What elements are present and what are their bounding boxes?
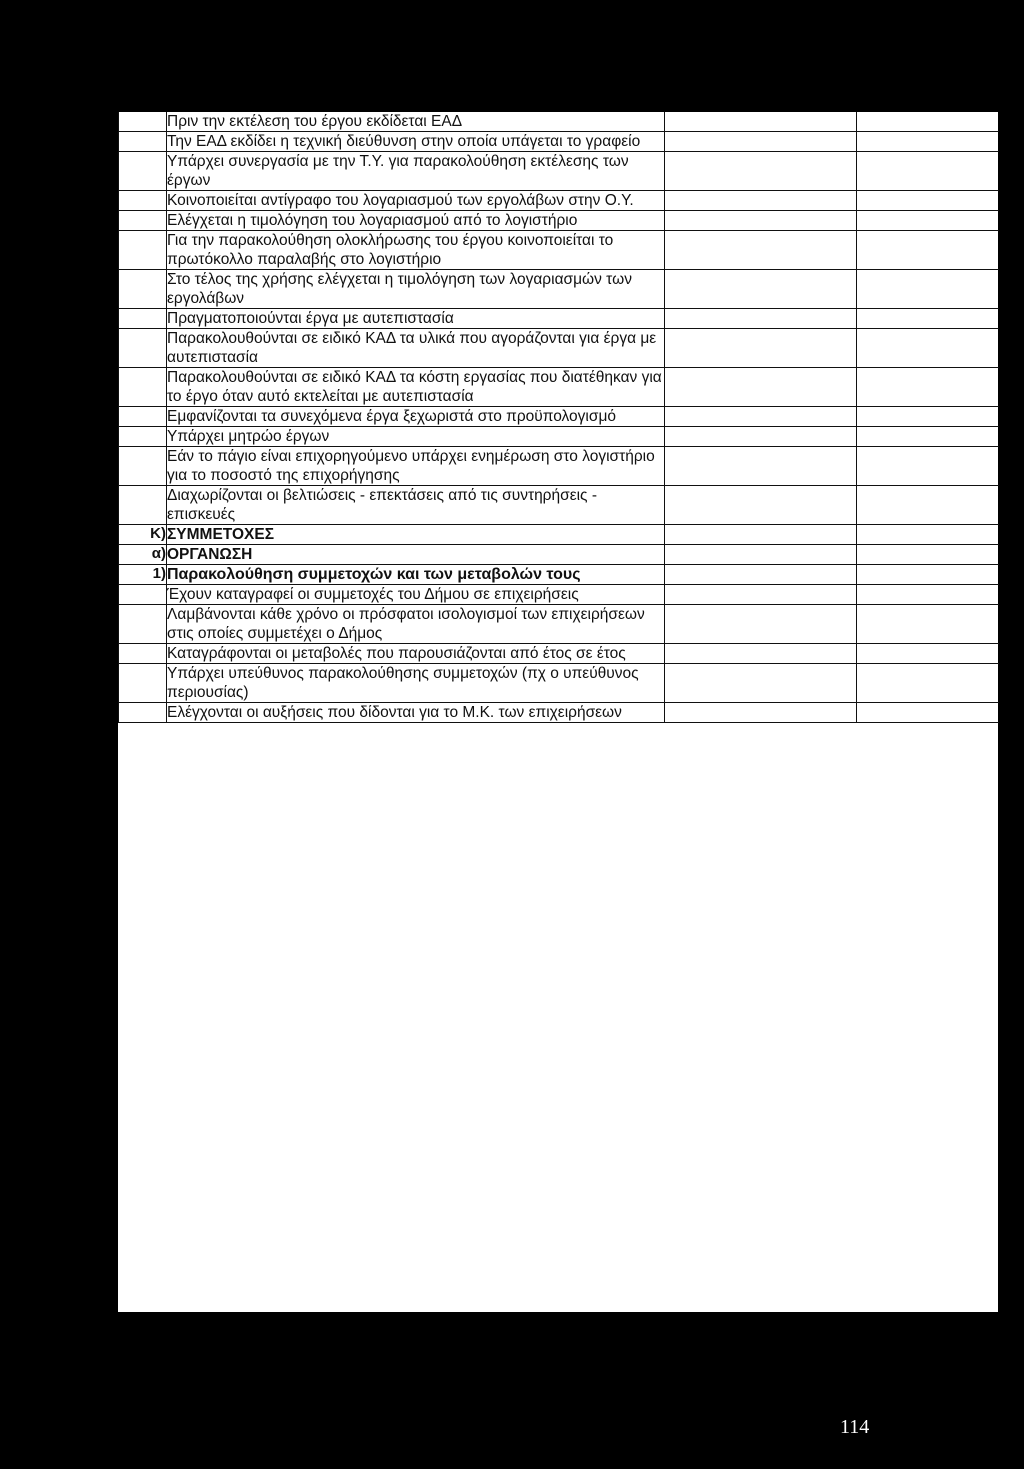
row-label bbox=[119, 605, 167, 644]
answer-cell bbox=[665, 703, 857, 723]
row-label bbox=[119, 368, 167, 407]
row-label bbox=[119, 703, 167, 723]
remarks-cell bbox=[857, 486, 999, 525]
answer-cell bbox=[665, 525, 857, 545]
table-row bbox=[119, 664, 999, 703]
row-label bbox=[119, 231, 167, 270]
answer-cell bbox=[665, 132, 857, 152]
row-description: Λαμβάνονται κάθε χρόνο οι πρόσφατοι ισολογισμοί των επιχειρήσεων στις οποίες συμμετέχει ο Δήμος bbox=[167, 605, 665, 644]
remarks-cell bbox=[857, 565, 999, 585]
table-row bbox=[119, 447, 999, 486]
row-description: Διαχωρίζονται οι βελτιώσεις - επεκτάσεις από τις συντηρήσεις - επισκευές bbox=[167, 486, 665, 525]
table-row bbox=[119, 270, 999, 309]
row-description: Για την παρακολούθηση ολοκλήρωσης του έργου κοινοποιείται το πρωτόκολλο παραλαβής στο λογιστήριο bbox=[167, 231, 665, 270]
row-label bbox=[119, 644, 167, 664]
row-label: Κ) bbox=[119, 525, 167, 545]
answer-cell bbox=[665, 585, 857, 605]
answer-cell bbox=[665, 368, 857, 407]
table-row bbox=[119, 703, 999, 723]
row-description: ΟΡΓΑΝΩΣΗ bbox=[167, 545, 665, 565]
row-description: Πριν την εκτέλεση του έργου εκδίδεται ΕΑΔ bbox=[167, 112, 665, 132]
row-description: Υπάρχει υπεύθυνος παρακολούθησης συμμετοχών (πχ ο υπεύθυνος περιουσίας) bbox=[167, 664, 665, 703]
row-label bbox=[119, 407, 167, 427]
remarks-cell bbox=[857, 427, 999, 447]
row-description: Κοινοποιείται αντίγραφο του λογαριασμού των εργολάβων στην Ο.Υ. bbox=[167, 191, 665, 211]
table-row bbox=[119, 427, 999, 447]
row-label bbox=[119, 329, 167, 368]
row-description: Παρακολουθούνται σε ειδικό ΚΑΔ τα κόστη εργασίας που διατέθηκαν για το έργο όταν αυτό εκτελείται με αυτεπιστασία bbox=[167, 368, 665, 407]
table-row bbox=[119, 407, 999, 427]
remarks-cell bbox=[857, 368, 999, 407]
answer-cell bbox=[665, 644, 857, 664]
table-row bbox=[119, 191, 999, 211]
row-description: Υπάρχει συνεργασία με την Τ.Υ. για παρακολούθηση εκτέλεσης των έργων bbox=[167, 152, 665, 191]
answer-cell bbox=[665, 605, 857, 644]
remarks-cell bbox=[857, 152, 999, 191]
answer-cell bbox=[665, 447, 857, 486]
remarks-cell bbox=[857, 605, 999, 644]
answer-cell bbox=[665, 545, 857, 565]
row-label bbox=[119, 191, 167, 211]
row-description: Έχουν καταγραφεί οι συμμετοχές του Δήμου σε επιχειρήσεις bbox=[167, 585, 665, 605]
row-description: Παρακολούθηση συμμετοχών και των μεταβολών τους bbox=[167, 565, 665, 585]
row-label bbox=[119, 486, 167, 525]
table-row bbox=[119, 152, 999, 191]
table-row bbox=[119, 486, 999, 525]
row-label bbox=[119, 132, 167, 152]
row-description: Υπάρχει μητρώο έργων bbox=[167, 427, 665, 447]
remarks-cell bbox=[857, 407, 999, 427]
remarks-cell bbox=[857, 211, 999, 231]
remarks-cell bbox=[857, 270, 999, 309]
table-row bbox=[119, 132, 999, 152]
checklist-body bbox=[119, 112, 999, 723]
answer-cell bbox=[665, 309, 857, 329]
document-sheet bbox=[118, 112, 998, 1312]
row-label bbox=[119, 112, 167, 132]
row-label bbox=[119, 211, 167, 231]
row-label bbox=[119, 585, 167, 605]
table-row bbox=[119, 644, 999, 664]
table-row bbox=[119, 112, 999, 132]
table-row bbox=[119, 565, 999, 585]
row-label bbox=[119, 152, 167, 191]
table-row bbox=[119, 309, 999, 329]
answer-cell bbox=[665, 231, 857, 270]
table-row bbox=[119, 329, 999, 368]
row-description: Ελέγχεται η τιμολόγηση του λογαριασμού από το λογιστήριο bbox=[167, 211, 665, 231]
row-description: Πραγματοποιούνται έργα με αυτεπιστασία bbox=[167, 309, 665, 329]
answer-cell bbox=[665, 565, 857, 585]
answer-cell bbox=[665, 152, 857, 191]
answer-cell bbox=[665, 486, 857, 525]
row-description: ΣΥΜΜΕΤΟΧΕΣ bbox=[167, 525, 665, 545]
row-label bbox=[119, 270, 167, 309]
row-label bbox=[119, 427, 167, 447]
row-description: Καταγράφονται οι μεταβολές που παρουσιάζονται από έτος σε έτος bbox=[167, 644, 665, 664]
answer-cell bbox=[665, 427, 857, 447]
answer-cell bbox=[665, 211, 857, 231]
remarks-cell bbox=[857, 231, 999, 270]
page-number: 114 bbox=[840, 1416, 870, 1438]
row-label: α) bbox=[119, 545, 167, 565]
table-row bbox=[119, 545, 999, 565]
remarks-cell bbox=[857, 447, 999, 486]
remarks-cell bbox=[857, 525, 999, 545]
remarks-cell bbox=[857, 644, 999, 664]
row-description: Παρακολουθούνται σε ειδικό ΚΑΔ τα υλικά που αγοράζονται για έργα με αυτεπιστασία bbox=[167, 329, 665, 368]
table-row bbox=[119, 368, 999, 407]
row-description: Στο τέλος της χρήσης ελέγχεται η τιμολόγηση των λογαριασμών των εργολάβων bbox=[167, 270, 665, 309]
answer-cell bbox=[665, 270, 857, 309]
row-description: Εμφανίζονται τα συνεχόμενα έργα ξεχωριστά στο προϋπολογισμό bbox=[167, 407, 665, 427]
remarks-cell bbox=[857, 664, 999, 703]
table-row bbox=[119, 231, 999, 270]
remarks-cell bbox=[857, 191, 999, 211]
answer-cell bbox=[665, 191, 857, 211]
row-label bbox=[119, 309, 167, 329]
table-row bbox=[119, 585, 999, 605]
remarks-cell bbox=[857, 329, 999, 368]
answer-cell bbox=[665, 407, 857, 427]
row-description: Εάν το πάγιο είναι επιχορηγούμενο υπάρχει ενημέρωση στο λογιστήριο για το ποσοστό της επιχορήγησης bbox=[167, 447, 665, 486]
row-label bbox=[119, 664, 167, 703]
remarks-cell bbox=[857, 132, 999, 152]
remarks-cell bbox=[857, 585, 999, 605]
row-label: 1) bbox=[119, 565, 167, 585]
remarks-cell bbox=[857, 112, 999, 132]
table-row bbox=[119, 525, 999, 545]
table-row bbox=[119, 605, 999, 644]
answer-cell bbox=[665, 329, 857, 368]
answer-cell bbox=[665, 112, 857, 132]
remarks-cell bbox=[857, 703, 999, 723]
remarks-cell bbox=[857, 309, 999, 329]
answer-cell bbox=[665, 664, 857, 703]
table-row bbox=[119, 211, 999, 231]
remarks-cell bbox=[857, 545, 999, 565]
row-label bbox=[119, 447, 167, 486]
row-description: Ελέγχονται οι αυξήσεις που δίδονται για το Μ.Κ. των επιχειρήσεων bbox=[167, 703, 665, 723]
row-description: Την ΕΑΔ εκδίδει η τεχνική διεύθυνση στην οποία υπάγεται το γραφείο bbox=[167, 132, 665, 152]
checklist-table bbox=[118, 112, 999, 723]
